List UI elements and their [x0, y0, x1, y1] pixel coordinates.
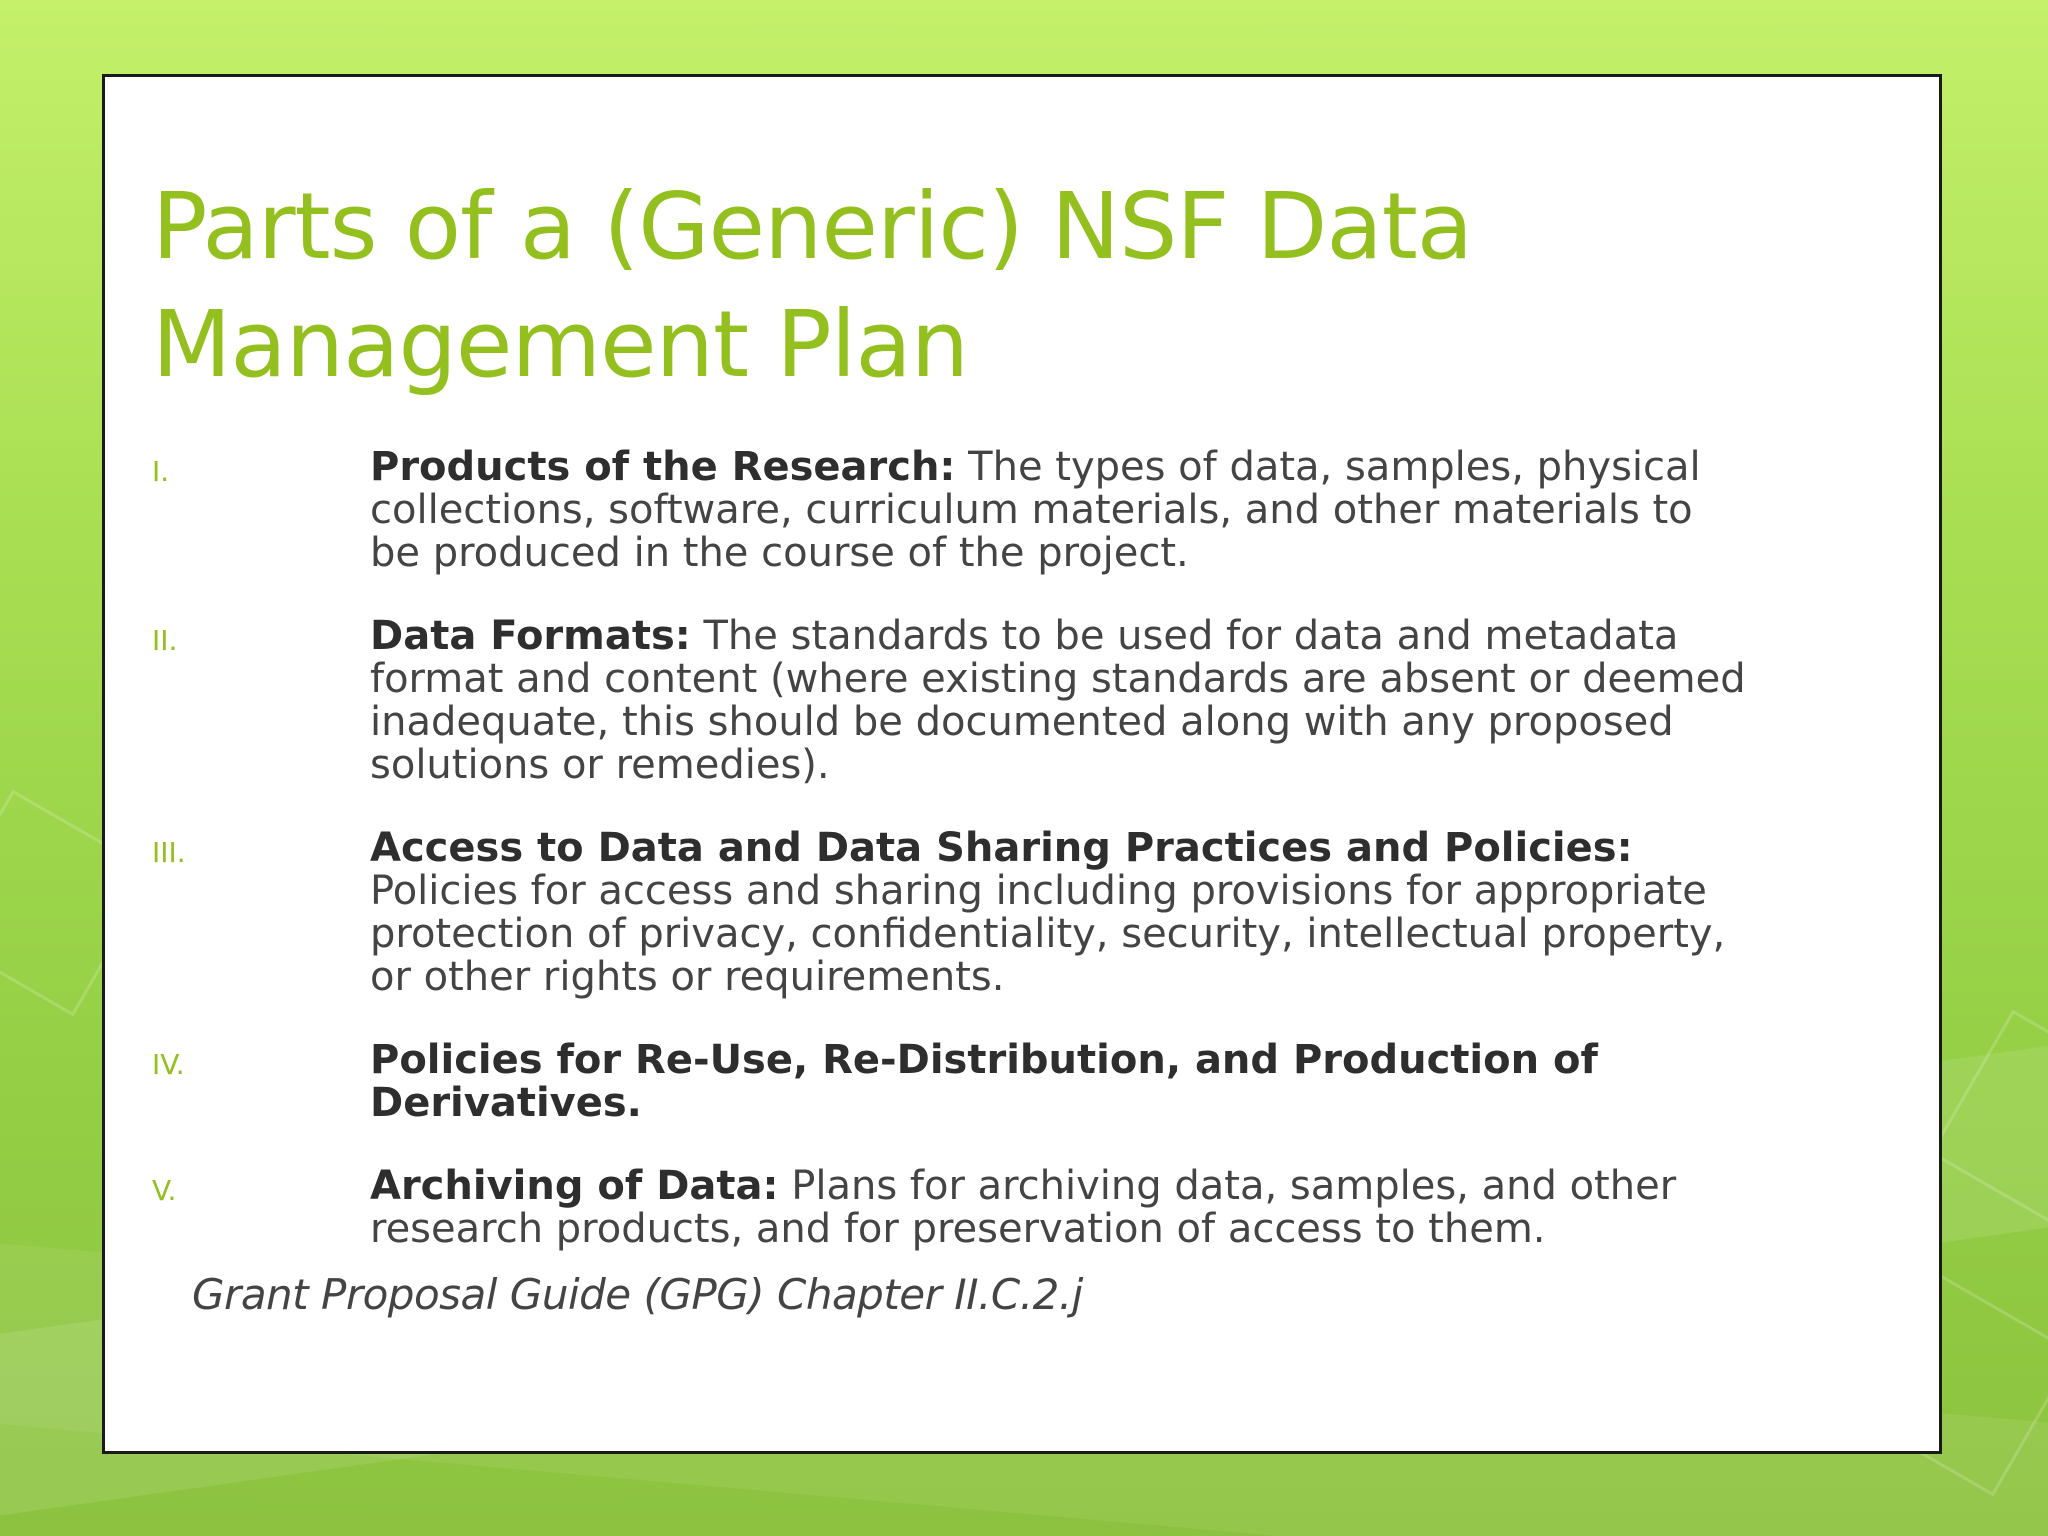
list-numeral: IV.	[152, 1048, 185, 1081]
item-heading: Data Formats:	[370, 613, 691, 659]
list-numeral: I.	[152, 455, 170, 488]
list-numeral: II.	[152, 624, 178, 657]
item-heading: Products of the Research:	[370, 444, 956, 490]
item-text: The standards to be used for data and metadata format and content (where existing standards are absent or deemed inadequate, this should be documented along with any proposed solutions or remedies).	[370, 613, 1746, 788]
list-item	[152, 446, 1752, 575]
list-numeral: V.	[152, 1174, 177, 1207]
list-item	[152, 615, 1752, 787]
item-heading: Policies for Re-Use, Re-Distribution, and Production of Derivatives.	[370, 1037, 1598, 1126]
item-text: Plans for archiving data, samples, and other research products, and for preservation of access to them.	[370, 1163, 1677, 1252]
list-item	[152, 1039, 1752, 1125]
item-heading: Access to Data and Data Sharing Practices and Policies:	[370, 825, 1633, 871]
plan-parts-list	[152, 446, 1752, 1291]
list-item	[152, 1165, 1752, 1251]
item-text: Policies for access and sharing including provisions for appropriate protection of privacy, confidentiality, security, intellectual property, or other rights or requirements.	[370, 868, 1726, 1000]
footer-citation: Grant Proposal Guide (GPG) Chapter II.C.2.j	[192, 1270, 1083, 1319]
list-item	[152, 827, 1752, 999]
slide-title: Parts of a (Generic) NSF Data Management Plan	[152, 173, 1473, 398]
list-numeral: III.	[152, 836, 186, 869]
item-heading: Archiving of Data:	[370, 1163, 779, 1209]
item-text: The types of data, samples, physical collections, software, curriculum materials, and other materials to be produced in the course of the project.	[370, 444, 1701, 576]
